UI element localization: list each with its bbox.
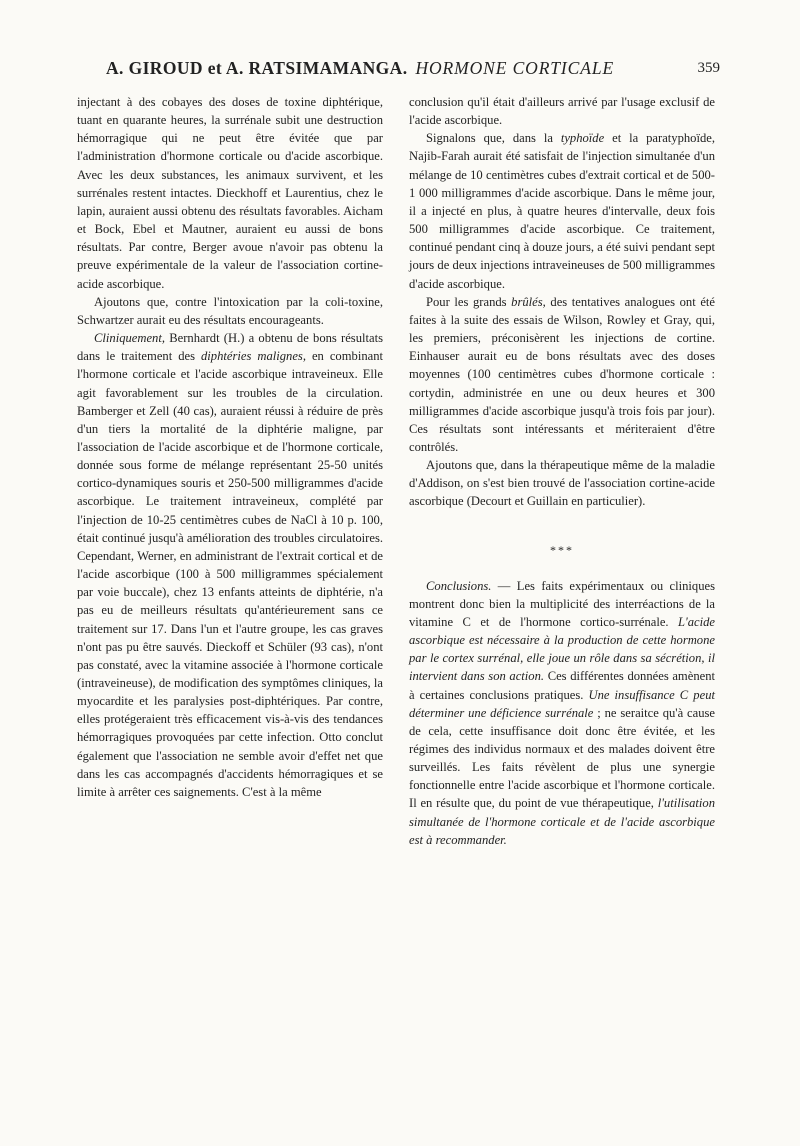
conclusions-emphasis-2: Une insuffisance C peut déterminer une déficience surrénale	[409, 687, 715, 720]
right-paragraph-1: conclusion qu'il était d'ailleurs arrivé par l'usage exclusif de l'acide ascorbique.	[409, 95, 715, 128]
page-header	[76, 56, 720, 86]
conclusions-text-a: — Les faits expérimentaux ou cliniques montrent donc bien la multiplicité des interréactions de la vitamine C et de l'hormone cortico-surrénale.	[409, 578, 715, 629]
left-paragraph-2: Ajoutons que, contre l'intoxication par la coli-toxine, Schwartzer aurait eu des résultats encourageants.	[77, 294, 383, 327]
diphtheria-emphasis: diphtéries malignes,	[200, 349, 306, 364]
clinical-lead: Cliniquement,	[94, 331, 166, 346]
header-title: HORMONE CORTICALE	[415, 58, 615, 78]
page-number: 359	[697, 60, 720, 76]
conclusions-emphasis-3: l'utilisation simultanée de l'hormone corticale et de l'acide ascorbique est à recommander.	[409, 796, 715, 847]
typhoid-text-b: et la paratyphoïde, Najib-Farah aurait été satisfait de l'injection simultanée d'un mélange de 10 centimètres cubes d'extrait cortical et de 500-1 000 milligrammes d'acide ascorbique. Dans le même jour, il a injecté en plus, à quatre heures d'intervalle, deux fois 500 milligrammes d'acide ascorbique. Ce traitement, continué pendant cinq à douze jours, a été suivi pendant sept jours de deux injections intraveineuses de 500 milligrammes d'acide ascorbique.	[409, 131, 715, 291]
left-paragraph-3	[77, 329, 383, 801]
burns-text-a: Pour les grands	[426, 294, 512, 309]
conclusions-text-c: ; ne seraitce qu'à cause de cela, cette insuffisance doit donc être évitée, et les régimes des individus normaux et des malades doivent être surveillés. Les faits révèlent de plus une synergie fonctionnelle entre l'acide ascorbique et l'hormone corticale. Il en résulte que, du point de vue thérapeutique,	[409, 705, 715, 811]
conclusions-text-b: Ces différentes données amènent à certaines conclusions pratiques.	[409, 669, 715, 702]
header-authors: A. GIROUD et A. RATSIMAMANGA.	[106, 58, 408, 78]
conclusions-emphasis-1: L'acide ascorbique est nécessaire à la production de cette hormone par le cortex surrénal, elle joue un rôle dans sa sécrétion, il intervient dans son action.	[409, 614, 715, 684]
burns-text-b: des tentatives analogues ont été faites à la suite des essais de Wilson, Rowley et Gray, qui, les premiers, préconisèrent les injections de cortine. Einhauser aurait eu de bons résultats avec des doses moyennes (100 centimètres cubes d'hormone corticale : cortydin, administrée en une ou deux heures et 300 milligrammes d'acide ascorbique jusqu'à trois fois par jour). Ces résultats sont intéressants et mériteraient d'être contrôlés.	[409, 294, 715, 454]
running-head	[106, 58, 614, 79]
typhoid-text-a: Signalons que, dans la	[426, 131, 561, 146]
conclusions-lead: Conclusions.	[426, 578, 492, 593]
section-separator	[409, 542, 715, 557]
right-paragraph-3	[409, 293, 715, 456]
burns-emphasis: brûlés,	[511, 294, 546, 309]
left-column	[77, 93, 383, 801]
clinical-text-a: Bernhardt (H.) a obtenu de bons résultats dans le traitement des	[77, 331, 383, 364]
right-paragraph-4: Ajoutons que, dans la thérapeutique même de la maladie d'Addison, on s'est bien trouvé de l'association cortine-acide ascorbique (Decourt et Guillain en particulier).	[409, 458, 715, 509]
left-paragraph-1: injectant à des cobayes des doses de toxine diphtérique, tuant en quarante heures, la surrénale subit une destruction hémorragique qui ne peut être évitée que par l'administration d'hormone corticale ou d'acide ascorbique. Avec les deux substances, les animaux survivent, et les surrénales restent intactes. Dieckhoff et Laurentius, chez le lapin, auraient aussi obtenu des résultats favorables. Aicham et Bock, Ebel et Mautner, auraient eu aussi de bons résultats. Par contre, Berger avoue n'avoir pas obtenu la preuve expérimentale de la valeur de l'association cortine-acide ascorbique.	[77, 95, 383, 291]
typhoid-emphasis: typhoïde	[560, 131, 605, 146]
right-column	[409, 93, 715, 849]
conclusions-paragraph	[409, 577, 715, 849]
right-paragraph-2	[409, 129, 715, 292]
clinical-text-b: en combinant l'hormone corticale et l'acide ascorbique intraveineux. Elle agit favorablement sur les troubles de la circulation. Bamberger et Zell (40 cas), auraient réussi à réduire de près d'un tiers la mortalité de la diphtérie maligne, par l'association de l'acide ascorbique et de l'hormone corticale, donnée sous forme de mélange représentant 25-50 unités cortico-dynamiques souris et 250-500 milligrammes d'acide ascorbique. Le traitement intraveineux, complété par l'injection de 10-25 centimètres cubes de NaCl à 10 p. 100, était continué jusqu'à amélioration des troubles circulatoires. Cependant, Werner, en administrant de l'extrait cortical et de l'acide ascorbique (100 à 500 milligrammes spécialement par voie buccale), chez 13 enfants atteints de diphtérie, n'a pas eu de meilleurs résultats qu'antérieurement sans ce traitement sur 17. Dans l'un et l'autre groupe, les cas graves n'ont pas pu être sauvés. Dieckoff et Schüler (93 cas), n'ont pas constaté, avec la vitamine associée à l'hormone corticale (intraveineuse), de modification des symptômes cliniques, la myocardite et les paralysies post-diphtériques. Par contre, elles protégeraient très efficacement vis-à-vis des tendances hémorragiques provoquées par cette infection. Otto conclut également que l'association ne semble avoir d'effet net que dans les cas accompagnés d'accidents hémorragiques et se limite à arrêter ces saignements. C'est à la même	[77, 349, 383, 799]
asterism: ***	[550, 542, 574, 557]
